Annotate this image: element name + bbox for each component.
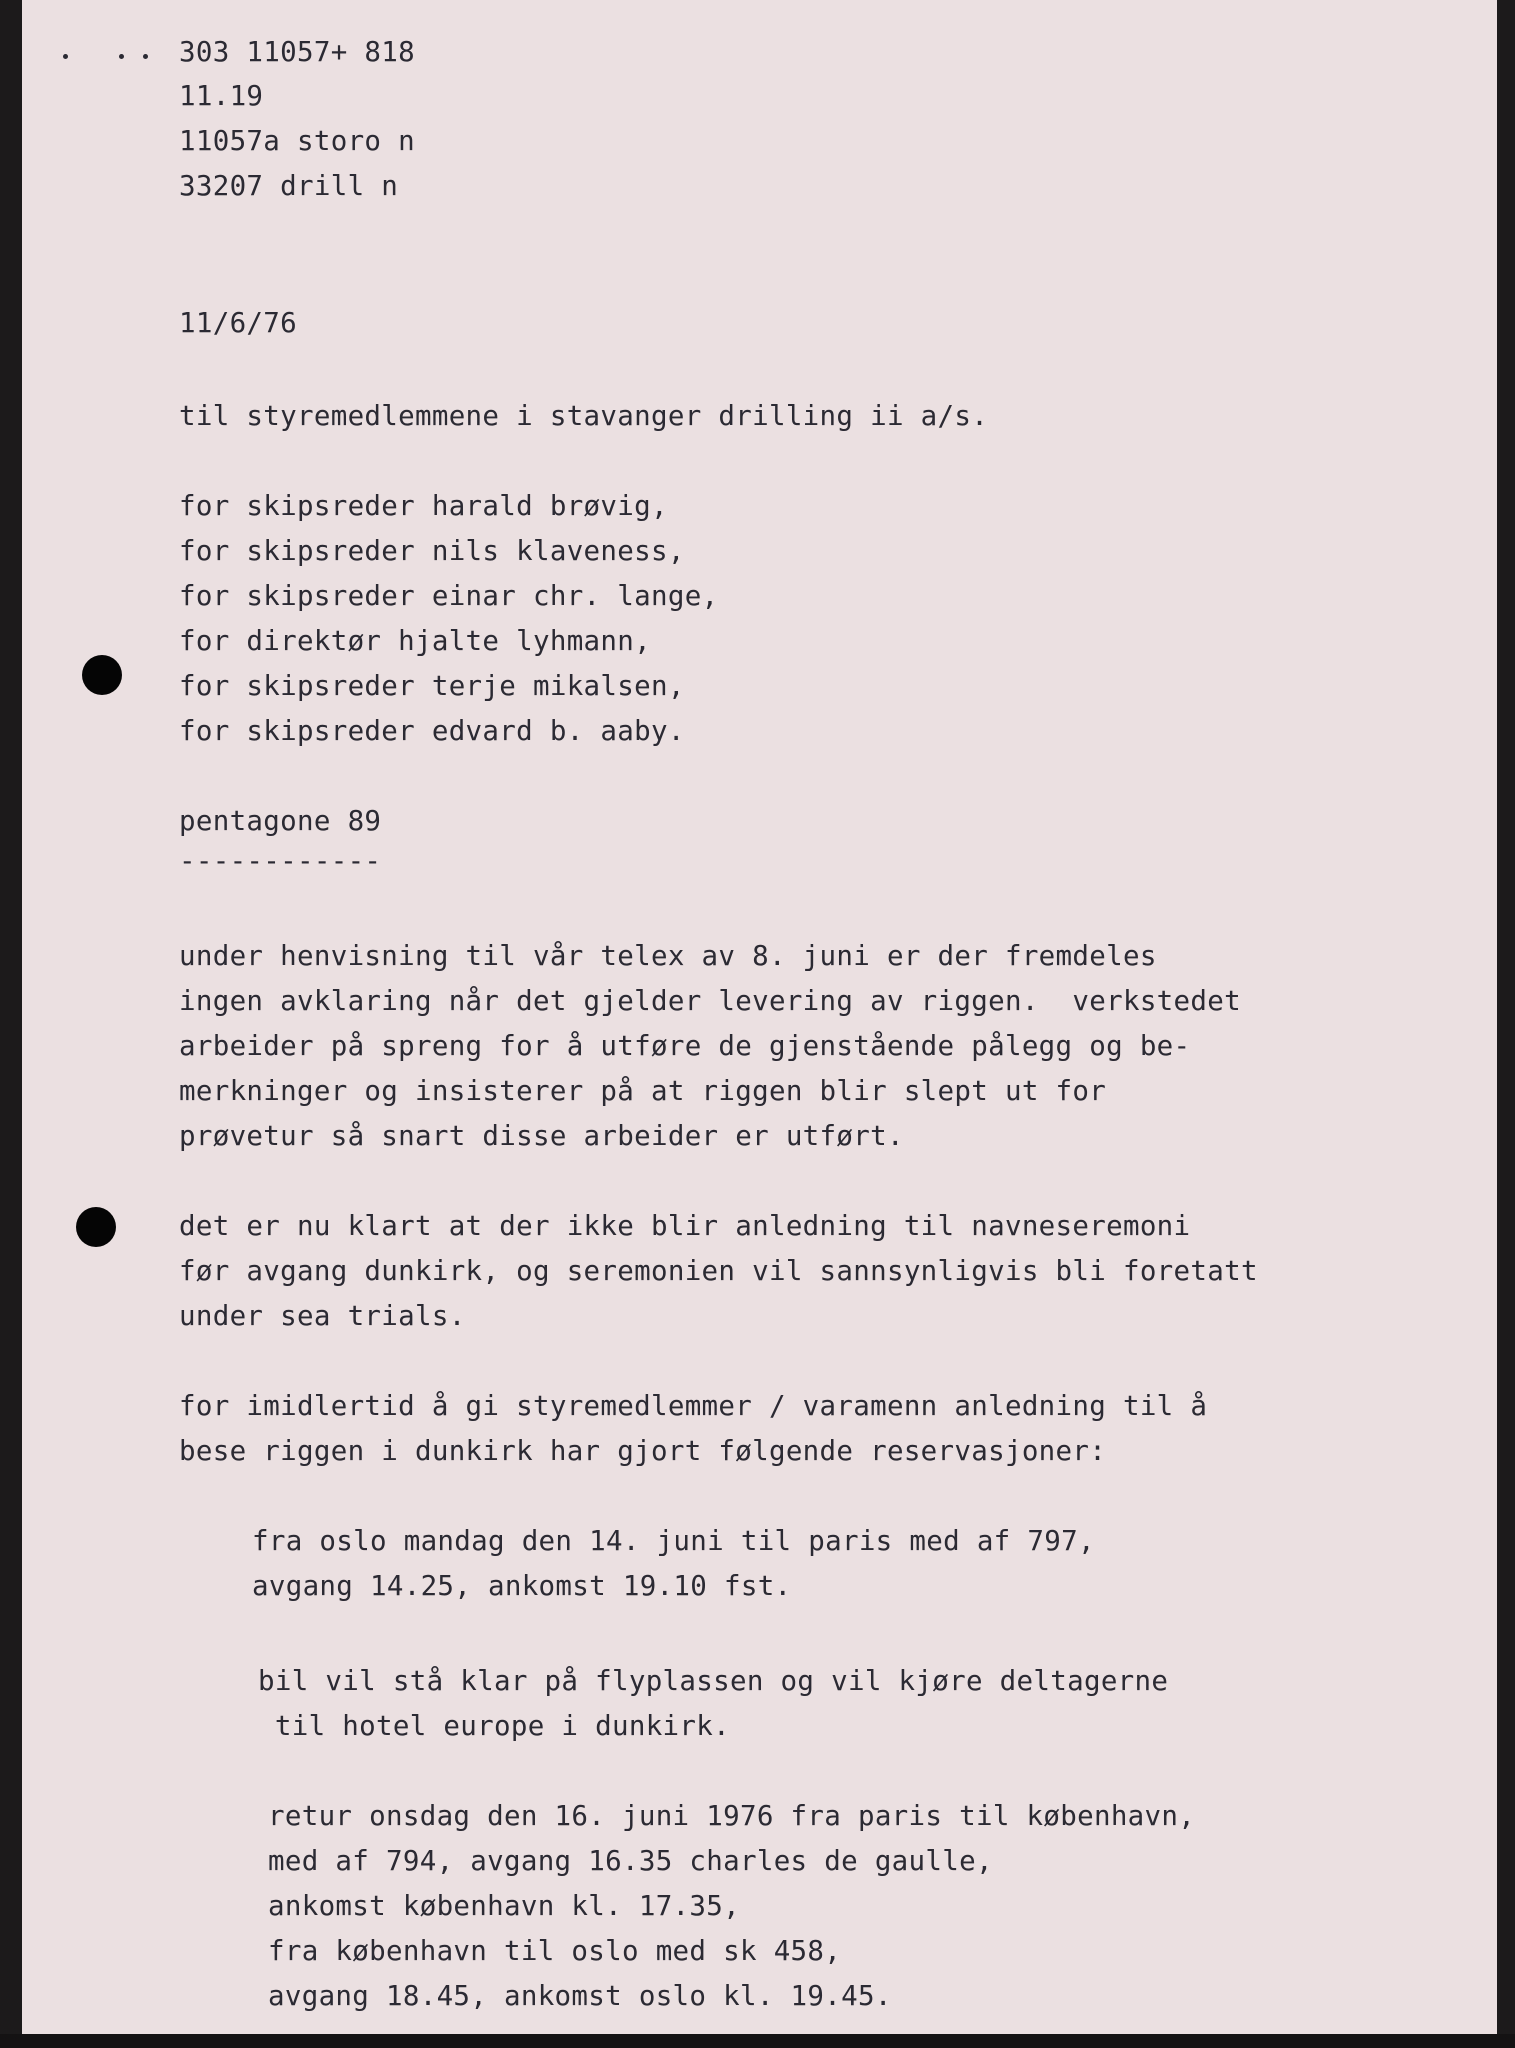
body-line: prøvetur så snart disse arbeider er utført. — [179, 1120, 904, 1152]
itinerary-line: ankomst københavn kl. 17.35, — [268, 1890, 740, 1922]
itinerary-line: avgang 14.25, ankomst 19.10 fst. — [252, 1570, 792, 1602]
itinerary-line: fra oslo mandag den 14. juni til paris med af 797, — [252, 1525, 1095, 1557]
punch-hole-icon — [82, 655, 122, 695]
itinerary-line: retur onsdag den 16. juni 1976 fra paris til københavn, — [268, 1800, 1196, 1832]
recipient-line: for skipsreder einar chr. lange, — [179, 580, 719, 612]
itinerary-line: med af 794, avgang 16.35 charles de gaulle, — [268, 1845, 993, 1877]
body-line: under sea trials. — [179, 1300, 466, 1332]
body-line: arbeider på spreng for å utføre de gjenstående pålegg og be- — [179, 1030, 1191, 1062]
scan-bottom-edge — [0, 2034, 1515, 2048]
telex-header-line: 303 11057+ 818 — [179, 36, 415, 68]
document-page — [22, 0, 1497, 2034]
itinerary-line: til hotel europe i dunkirk. — [258, 1710, 730, 1742]
punch-hole-icon — [76, 1207, 116, 1247]
itinerary-line: fra københavn til oslo med sk 458, — [268, 1935, 842, 1967]
subject-underline: ------------ — [179, 845, 382, 877]
itinerary-line: avgang 18.45, ankomst oslo kl. 19.45. — [268, 1980, 892, 2012]
margin-mark-dot — [143, 54, 148, 59]
recipient-line: for skipsreder harald brøvig, — [179, 490, 668, 522]
recipient-line: for direktør hjalte lyhmann, — [179, 625, 651, 657]
subject-line: pentagone 89 — [179, 805, 382, 837]
body-line: under henvisning til vår telex av 8. juni er der fremdeles — [179, 940, 1157, 972]
telex-header-line: 11057a storo n — [179, 125, 415, 157]
margin-mark-dot — [119, 54, 124, 59]
itinerary-line: bil vil stå klar på flyplassen og vil kjøre deltagerne — [258, 1665, 1169, 1697]
body-line: før avgang dunkirk, og seremonien vil sannsynligvis bli foretatt — [179, 1255, 1258, 1287]
telex-header-line: 11.19 — [179, 80, 264, 112]
body-line: merkninger og insisterer på at riggen blir slept ut for — [179, 1075, 1107, 1107]
recipient-line: for skipsreder nils klaveness, — [179, 535, 685, 567]
margin-mark-dot — [63, 54, 68, 59]
recipient-line: for skipsreder terje mikalsen, — [179, 670, 685, 702]
body-line: ingen avklaring når det gjelder levering av riggen. verkstedet — [179, 985, 1241, 1017]
body-line: for imidlertid å gi styremedlemmer / varamenn anledning til å — [179, 1390, 1208, 1422]
recipient-line: for skipsreder edvard b. aaby. — [179, 715, 685, 747]
document-date: 11/6/76 — [179, 307, 297, 339]
telex-header-line: 33207 drill n — [179, 170, 399, 202]
body-line: bese riggen i dunkirk har gjort følgende reservasjoner: — [179, 1435, 1107, 1467]
body-line: det er nu klart at der ikke blir anledning til navneseremoni — [179, 1210, 1191, 1242]
addressee-line: til styremedlemmene i stavanger drilling ii a/s. — [179, 400, 989, 432]
